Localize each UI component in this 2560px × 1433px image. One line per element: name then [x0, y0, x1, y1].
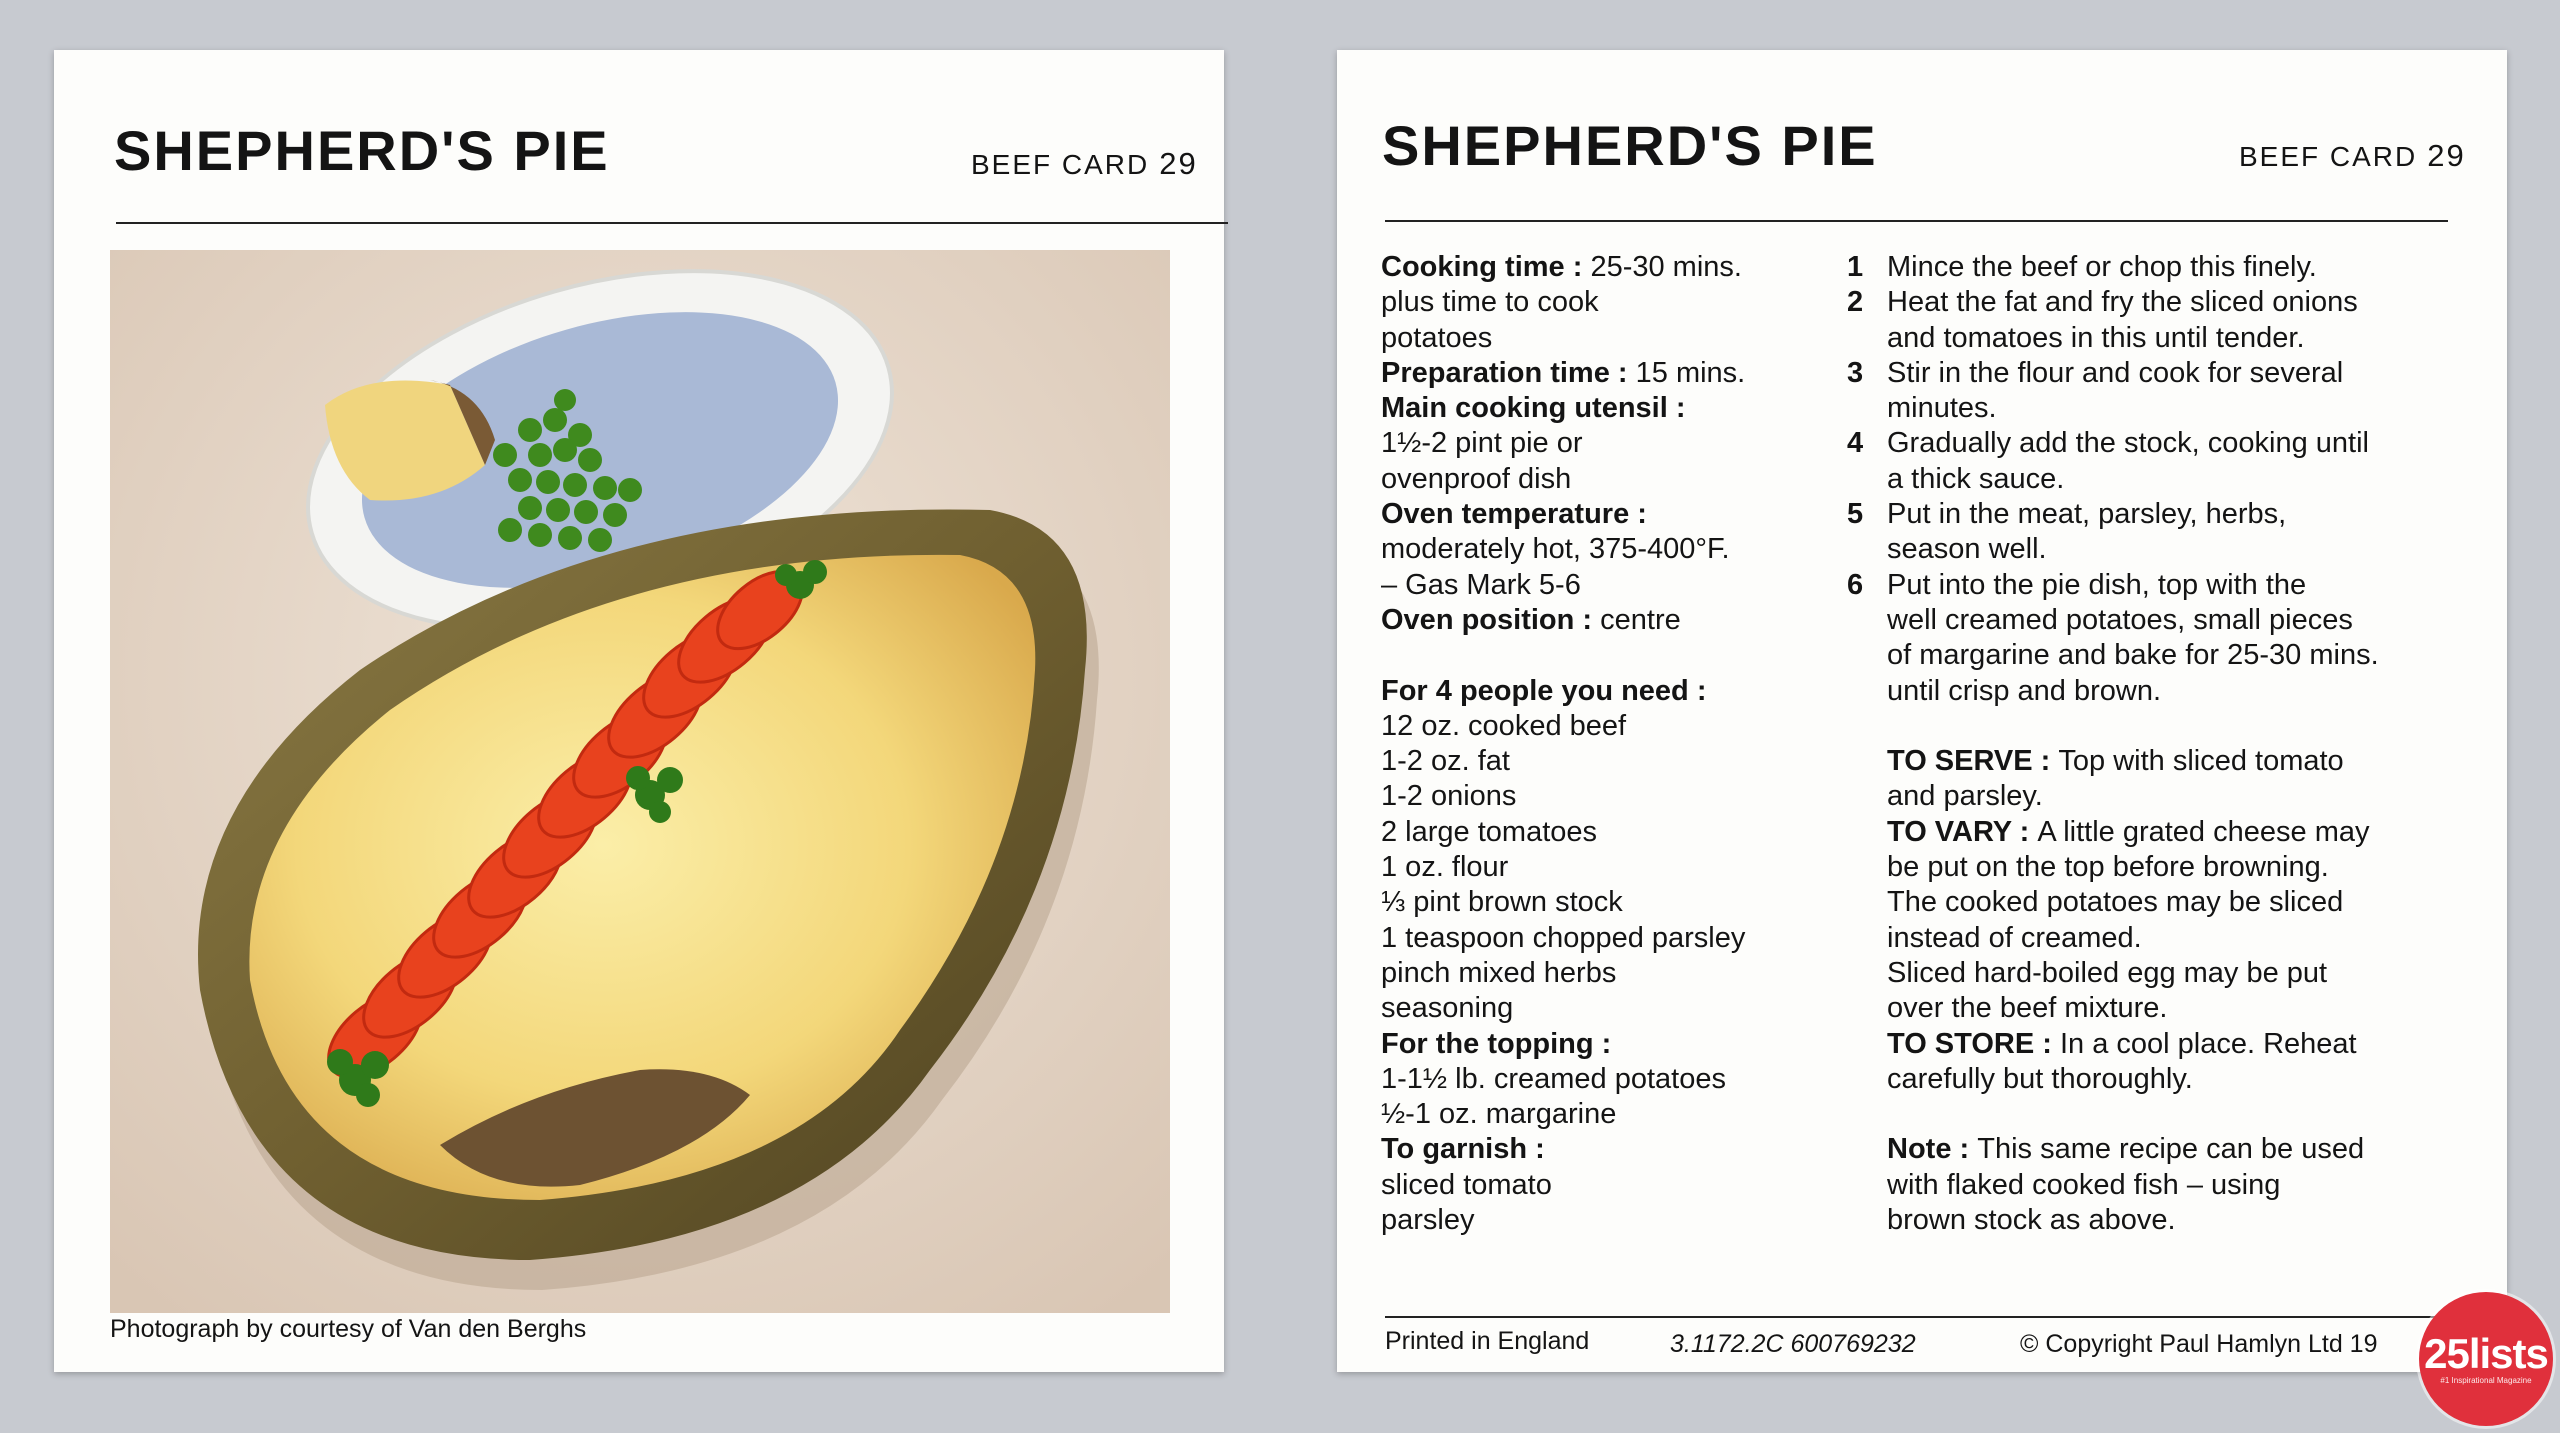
front-card [54, 50, 1224, 1372]
garnish-item: sliced tomato [1381, 1168, 1552, 1201]
method-step [1847, 497, 2487, 568]
ingredient-item: 1 oz. flour [1381, 851, 1509, 884]
front-title: SHEPHERD'S PIE [114, 119, 610, 182]
step-text: Stir in the flour and cook for several [1887, 356, 2344, 389]
serve-text: Top with sliced tomato [2058, 745, 2344, 778]
back-card-label: BEEF CARD [2239, 141, 2418, 172]
step-number: 2 [1847, 286, 1864, 319]
method-step [1847, 426, 2487, 497]
ingredient-item: seasoning [1381, 992, 1514, 1025]
fish-note: Note : This same recipe can be used with flaked cooked fish – using brown stock as above. [1847, 1132, 2487, 1238]
step-text: Gradually add the stock, cooking until [1887, 427, 2369, 460]
ingredient-item: 2 large tomatoes [1381, 815, 1598, 848]
front-card-label: BEEF CARD [971, 149, 1150, 180]
recipe-photo [110, 250, 1170, 1313]
step-text: Heat the fat and fry the sliced onions [1887, 286, 2358, 319]
copyright: © Copyright Paul Hamlyn Ltd 19 [2020, 1330, 2378, 1358]
method-step [1847, 568, 2487, 709]
cooking-time-value: 25-30 mins. [1590, 251, 1742, 283]
vary-label: TO VARY [1887, 815, 2012, 848]
step-number: 5 [1847, 498, 1864, 531]
front-divider [116, 222, 1228, 224]
step-text: a thick sauce. [1887, 462, 2065, 495]
printed-in: Printed in England [1385, 1327, 1590, 1355]
topping-item: ½-1 oz. margarine [1381, 1098, 1617, 1131]
garnish-item: parsley [1381, 1204, 1475, 1237]
oven-pos-value: centre [1600, 603, 1681, 636]
step-text: season well. [1887, 533, 2047, 566]
back-title: SHEPHERD'S PIE [1382, 114, 1878, 177]
vary-text: The cooked potatoes may be sliced [1887, 886, 2344, 919]
note-label: Note [1887, 1133, 1952, 1166]
photo-credit: Photograph by courtesy of Van den Berghs [110, 1315, 587, 1343]
footer-divider [1385, 1316, 2448, 1318]
ingredient-item: 1-2 onions [1381, 780, 1517, 813]
garnish-heading: To garnish [1381, 1133, 1528, 1166]
step-text: Put into the pie dish, top with the [1887, 568, 2307, 601]
ingredient-item: 1 teaspoon chopped parsley [1381, 921, 1746, 954]
utensil-label: Main cooking utensil [1381, 392, 1668, 425]
logo-tagline: #1 Inspirational Magazine [2440, 1376, 2532, 1385]
note-text: brown stock as above. [1887, 1204, 2176, 1237]
prep-time-value: 15 mins. [1635, 356, 1746, 389]
store-text: carefully but thoroughly. [1887, 1062, 2193, 1095]
step-number: 6 [1847, 568, 1864, 601]
step-text: of margarine and bake for 25-30 mins. [1887, 639, 2379, 672]
vary-text: A little grated cheese may [2037, 815, 2370, 848]
ingredient-item: pinch mixed herbs [1381, 956, 1617, 989]
oven-temp-line1: moderately hot, 375-400°F. [1381, 533, 1730, 566]
logo-text: 25lists [2424, 1330, 2548, 1377]
utensil-line1: 1½-2 pint pie or [1381, 427, 1583, 460]
info-column: Cooking time : 25-30 mins. plus time to cook potatoes Preparation time : 15 mins. Main cooking utensil : 1½-2 pint pie or ovenproof dish Oven temperature : moderately hot, 375-400°F. – Gas Mark 5-6 Oven position : centre For 4 people you need : 12 oz. cooked beef 1-2 oz. fat 1-2 onions 2 large tomatoes 1 oz. flour ⅓ pint brown stock 1 teaspoon chopped parsley pinch mixed herbs seasoning For the topping : 1-1½ lb. creamed potatoes ½-1 oz. margarine To garnish : sliced tomato parsley [1381, 250, 1821, 1238]
topping-heading: For the topping [1381, 1027, 1594, 1060]
step-text: and tomatoes in this until tender. [1887, 321, 2305, 354]
method-step [1847, 356, 2487, 427]
oven-temp-label: Oven temperature [1381, 498, 1630, 531]
note-text: with flaked cooked fish – using [1887, 1168, 2281, 1201]
vary-text: be put on the top before browning. [1887, 851, 2329, 884]
ingredient-item: 1-2 oz. fat [1381, 745, 1510, 778]
topping-item: 1-1½ lb. creamed potatoes [1381, 1062, 1726, 1095]
vary-text: over the beef mixture. [1887, 992, 2168, 1025]
store-text: In a cool place. Reheat [2059, 1027, 2357, 1060]
step-text: well creamed potatoes, small pieces [1887, 603, 2353, 636]
step-text: Put in the meat, parsley, herbs, [1887, 498, 2287, 531]
front-card-number [971, 146, 1198, 182]
print-code: 3.1172.2C 600769232 [1670, 1330, 1916, 1358]
back-card-num: 29 [2427, 138, 2466, 173]
vary-text: instead of creamed. [1887, 921, 2142, 954]
ingredient-item: 12 oz. cooked beef [1381, 709, 1627, 742]
step-text: minutes. [1887, 392, 1997, 425]
serve-label: TO SERVE [1887, 745, 2033, 778]
method-column [1847, 250, 2487, 1238]
cooking-time-label: Cooking time [1381, 251, 1565, 283]
ingredients-heading: For 4 people you need [1381, 674, 1689, 707]
step-number: 3 [1847, 356, 1864, 389]
oven-pos-label: Oven position [1381, 603, 1575, 636]
cooking-time-line3: potatoes [1381, 321, 1493, 354]
note-text: This same recipe can be used [1977, 1133, 2365, 1166]
step-text: until crisp and brown. [1887, 674, 2162, 707]
serve-note: TO SERVE : Top with sliced tomato and parsley. [1847, 744, 2487, 815]
vary-note: TO VARY : A little grated cheese may be put on the top before browning. The cooked potatoes may be sliced instead of creamed. Sliced hard-boiled egg may be put over the beef mixture. [1847, 815, 2487, 1027]
back-card [1337, 50, 2507, 1372]
serve-text: and parsley. [1887, 780, 2043, 813]
ingredient-item: ⅓ pint brown stock [1381, 886, 1623, 919]
store-note: TO STORE : In a cool place. Reheat carefully but thoroughly. [1847, 1027, 2487, 1098]
step-number: 1 [1847, 251, 1864, 283]
utensil-line2: ovenproof dish [1381, 462, 1572, 495]
store-label: TO STORE [1887, 1027, 2035, 1060]
method-step [1847, 250, 2487, 285]
cooking-time-line2: plus time to cook [1381, 286, 1599, 319]
method-step [1847, 285, 2487, 356]
step-number: 4 [1847, 427, 1864, 460]
vary-text: Sliced hard-boiled egg may be put [1887, 956, 2328, 989]
oven-temp-line2: – Gas Mark 5-6 [1381, 568, 1581, 601]
front-card-num: 29 [1159, 146, 1198, 181]
step-text: Mince the beef or chop this finely. [1887, 251, 2317, 283]
watermark-logo [2419, 1292, 2553, 1426]
back-divider [1385, 220, 2448, 222]
prep-time-label: Preparation time [1381, 356, 1610, 389]
back-card-number [2239, 138, 2466, 174]
